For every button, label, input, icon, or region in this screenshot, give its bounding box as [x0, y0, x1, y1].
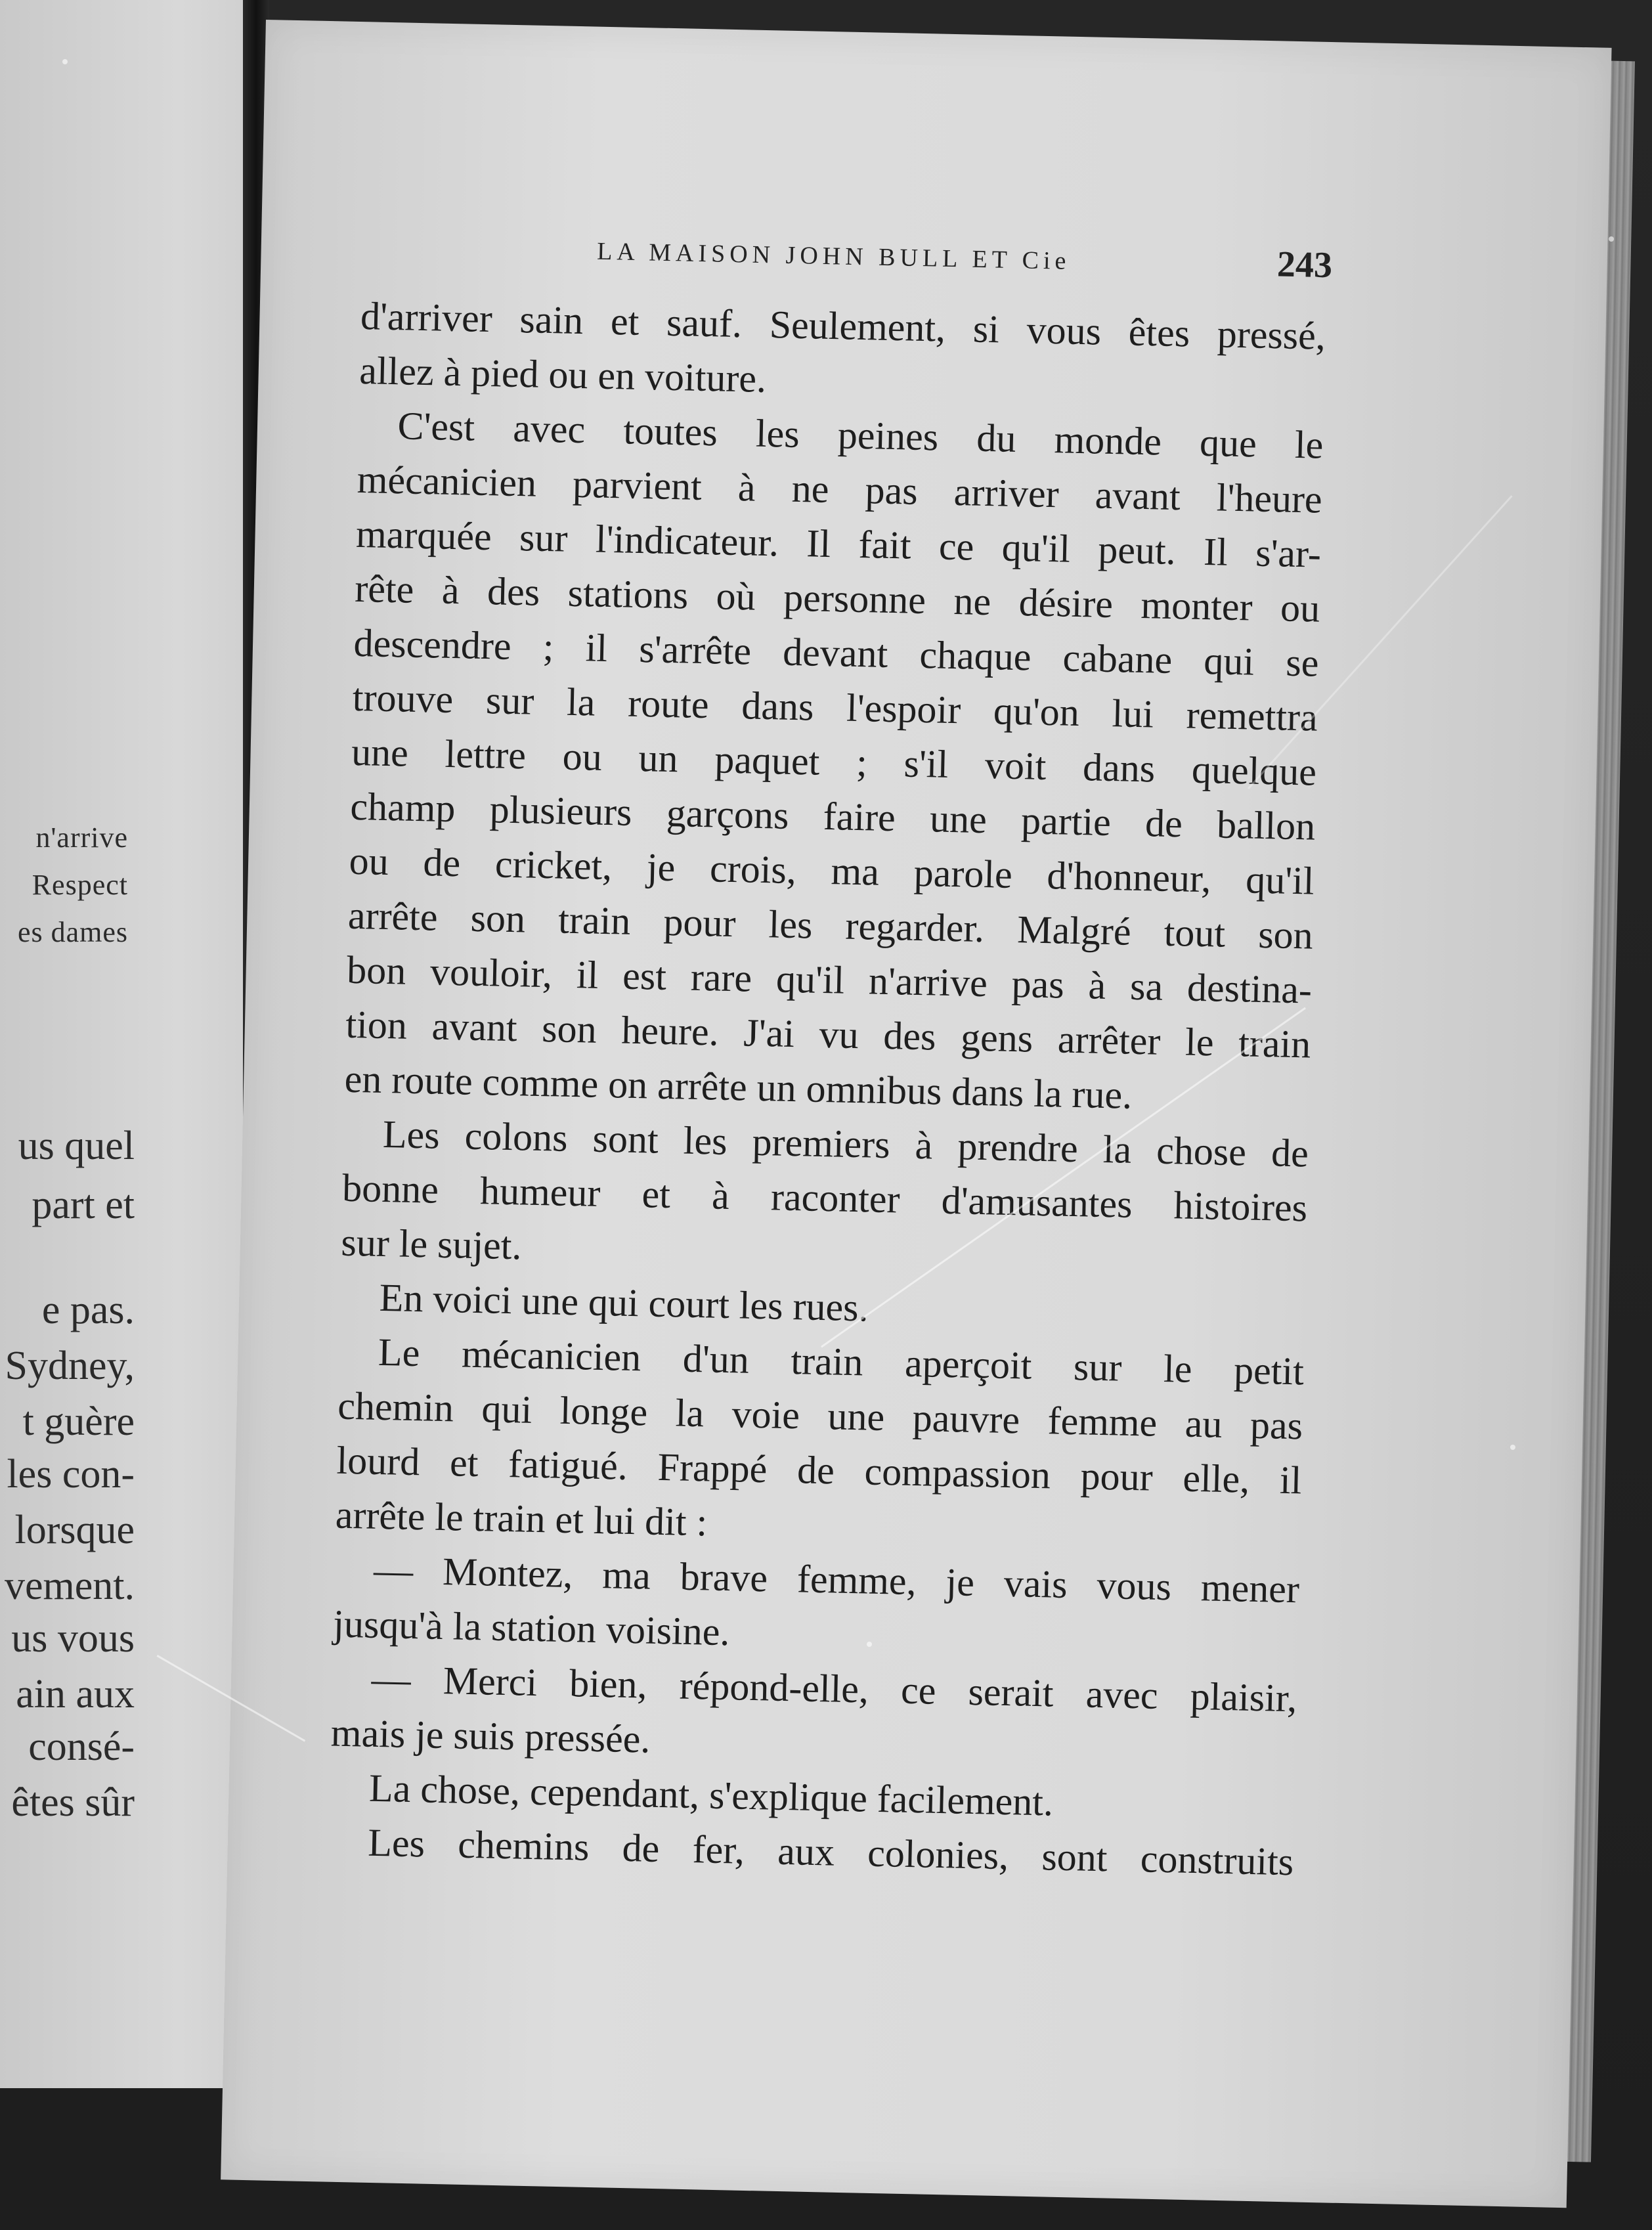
left-page-line: les con-	[7, 1452, 135, 1497]
left-page-line: part et	[32, 1183, 135, 1227]
left-page-line: consé-	[28, 1724, 135, 1769]
text-line: En voici une qui court les rues.	[379, 1275, 869, 1330]
left-page-line: ain aux	[16, 1672, 135, 1716]
left-page-line: us quel	[18, 1124, 135, 1168]
dust-speck	[867, 1642, 872, 1647]
left-page-line: êtes sûr	[11, 1780, 135, 1825]
text-line: bon vouloir, il est rare qu'il n'arrive pas à sa destina-	[346, 948, 1313, 1012]
left-page-line: lorsque	[14, 1508, 135, 1552]
left-page-line: t guère	[22, 1399, 135, 1444]
text-line: tion avant son heure. J'ai vu des gens arrêter le train	[345, 1002, 1311, 1066]
text-line: Les colons sont les premiers à prendre la chose de	[382, 1112, 1309, 1175]
left-page-line: vement.	[5, 1563, 135, 1608]
text-line: allez à pied ou en voiture.	[359, 348, 767, 401]
text-line: C'est avec toutes les peines du monde que le	[397, 404, 1324, 467]
running-title: LA MAISON JOHN BULL ET Cie	[596, 237, 1071, 275]
left-page-line: Respect	[32, 869, 128, 901]
text-line: trouve sur la route dans l'espoir qu'on lui remettra	[352, 675, 1318, 739]
text-line: sur le sujet.	[340, 1220, 523, 1268]
text-line: Le mécanicien d'un train aperçoit sur le petit	[378, 1330, 1305, 1393]
left-page-line: e pas.	[41, 1288, 135, 1332]
text-line: lourd et fatigué. Frappé de compassion pour elle, il	[336, 1438, 1303, 1502]
text-line: ou de cricket, je crois, ma parole d'honneur, qu'il	[349, 839, 1315, 903]
text-line: arrête le train et lui dit :	[335, 1493, 708, 1544]
text-line: d'arriver sain et sauf. Seulement, si vous êtes pressé,	[360, 294, 1326, 358]
text-line: mécanicien parvient à ne pas arriver avant l'heure	[357, 457, 1323, 521]
text-line: marquée sur l'indicateur. Il fait ce qu'il peut. Il s'ar-	[355, 512, 1322, 576]
text-line: en route comme on arrête un omnibus dans la rue.	[344, 1057, 1133, 1117]
text-line: rête à des stations où personne ne désire monter ou	[354, 566, 1320, 630]
left-page-column	[0, 0, 256, 2088]
left-page-line: Sydney,	[5, 1344, 135, 1388]
text-line: Les chemins de fer, aux colonies, sont construits	[367, 1820, 1294, 1884]
dust-speck	[62, 59, 68, 64]
text-line: — Montez, ma brave femme, je vais vous mener	[373, 1548, 1300, 1611]
dust-speck	[1510, 1445, 1515, 1450]
text-line: descendre ; il s'arrête devant chaque cabane qui se	[353, 621, 1320, 685]
text-line: bonne humeur et à raconter d'amusantes histoires	[341, 1166, 1308, 1230]
body-text	[328, 289, 1326, 1889]
text-line: champ plusieurs garçons faire une partie de ballon	[349, 784, 1316, 848]
left-page-line: es dames	[17, 916, 128, 948]
text-line: chemin qui longe la voie une pauvre femme au pas	[337, 1384, 1303, 1448]
text-line: La chose, cependant, s'explique facilement.	[368, 1766, 1054, 1824]
text-line: arrête son train pour les regarder. Malgré tout son	[347, 893, 1314, 957]
page-number: 243	[1276, 244, 1333, 286]
left-page-line: us vous	[11, 1616, 135, 1661]
left-page-fragment	[0, 0, 256, 2088]
text-line: mais je suis pressée.	[330, 1711, 651, 1761]
dust-speck	[1609, 236, 1614, 242]
left-page-line: n'arrive	[35, 821, 128, 854]
text-line: une lettre ou un paquet ; s'il voit dans quelque	[351, 730, 1317, 794]
text-line: — Merci bien, répond-elle, ce serait avec plaisir,	[370, 1657, 1298, 1720]
text-line: jusqu'à la station voisine.	[332, 1602, 731, 1654]
